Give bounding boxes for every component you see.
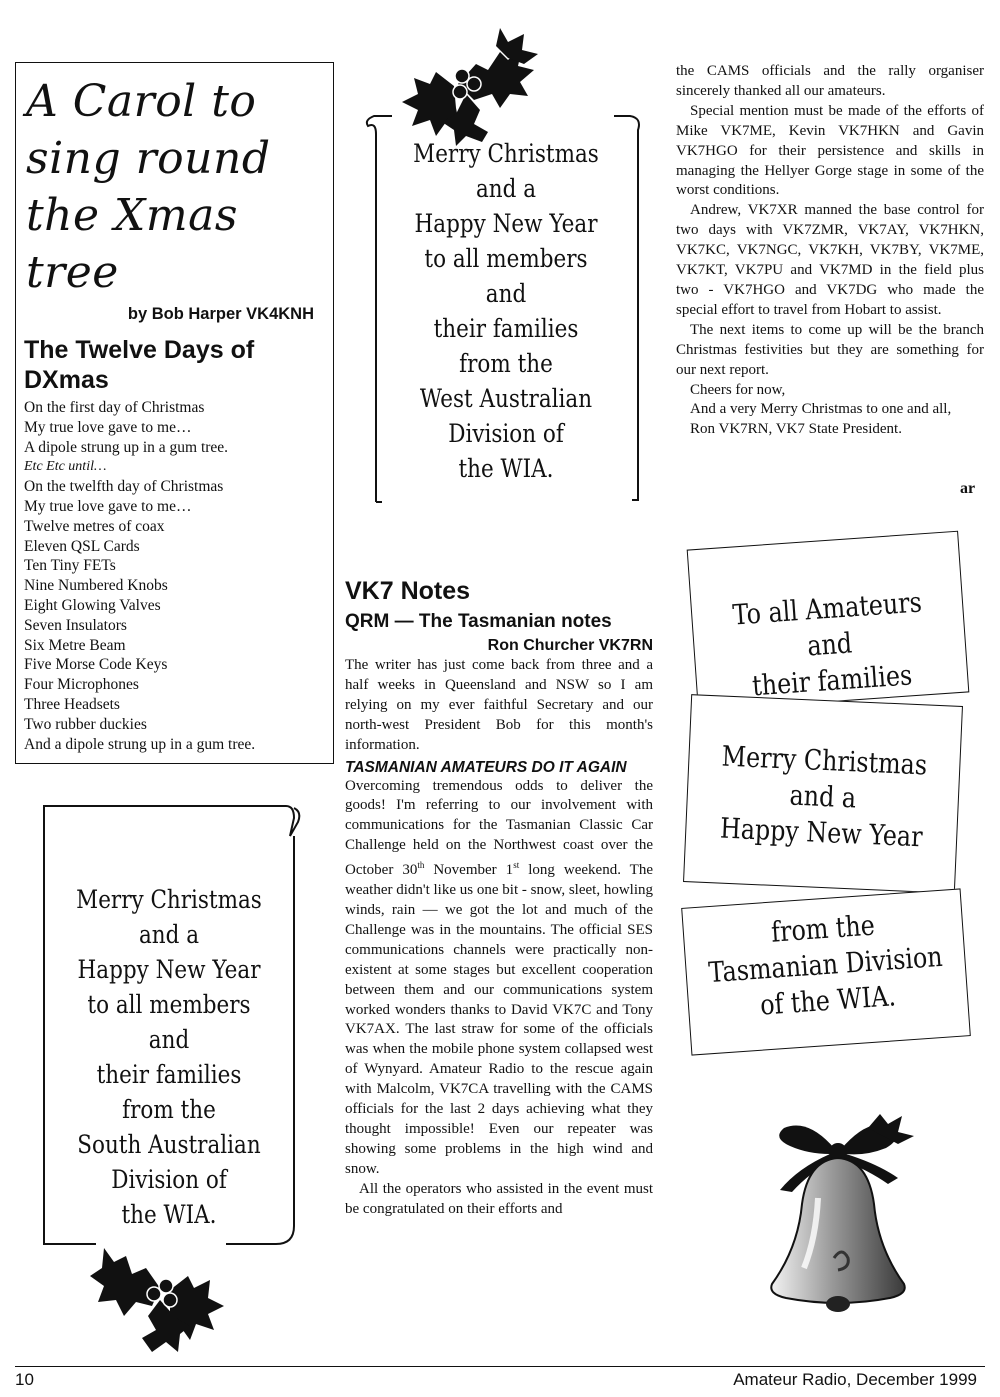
superscript: th <box>417 860 425 871</box>
paragraph: Special mention must be made of the efforts of Mike VK7ME, Kevin VK7HKN and Gavin VK7HGO for their persistence and skills in managing the Hellyer Gorge stage in some of the worst conditions. <box>676 102 984 199</box>
vk7-author: Ron Churcher VK7RN <box>487 637 653 654</box>
carol-title-line: the Xmas <box>26 190 238 241</box>
lyric-line: Etc Etc until… <box>24 459 107 475</box>
lyric-line: Ten Tiny FETs <box>24 557 116 575</box>
sa-greeting-scroll <box>36 796 306 1296</box>
lyric-line: My true love gave to me… <box>24 497 192 515</box>
card-line: Happy New Year <box>719 811 924 854</box>
card-line: Tasmanian Division <box>707 939 944 990</box>
lyric-line: Six Metre Beam <box>24 636 126 654</box>
carol-subtitle: The Twelve Days of DXmas <box>24 336 255 394</box>
paragraph: the CAMS officials and the rally organiser sincerely thanked all our amateurs. <box>676 63 984 99</box>
text-run: November 1 <box>424 862 514 879</box>
carol-title-line: tree <box>26 247 119 298</box>
footer-rule <box>15 1366 985 1367</box>
card-line: from the <box>770 908 876 949</box>
bell-icon <box>738 1108 938 1320</box>
lyric-line: Nine Numbered Knobs <box>24 577 168 595</box>
paragraph: Cheers for now, <box>690 381 786 398</box>
card-line: their families <box>751 658 914 703</box>
paragraph: And a very Merry Christmas to one and all, <box>690 401 952 418</box>
lyric-line: Four Microphones <box>24 676 139 694</box>
greeting-line: Division of <box>448 419 564 448</box>
paragraph <box>345 777 653 1180</box>
text-run: Overcoming tremendous odds to deliver the goods! I'm referring to our involvement with communications for the Tasmanian Classic Car Challenge held on the Northwest coast over the October 30 <box>345 777 653 879</box>
paragraph: The next items to come up will be the branch Christmas festivities but they are something for our next report. <box>676 321 984 378</box>
greeting-line: West Australian <box>419 384 593 413</box>
holly-icon <box>90 1228 240 1358</box>
carol-byline: by Bob Harper VK4KNH <box>127 305 314 323</box>
greeting-line: Merry Christmas <box>76 885 262 914</box>
wa-greeting-text <box>382 136 630 486</box>
greeting-line: their families <box>433 314 579 343</box>
greeting-line: Happy New Year <box>77 955 261 984</box>
carol-box <box>15 62 334 764</box>
greeting-line: from the <box>459 349 553 378</box>
greeting-line: and <box>485 279 527 308</box>
tas-card-division <box>681 888 971 1055</box>
greeting-line: the WIA. <box>458 454 554 483</box>
carol-title-line: sing round <box>26 133 271 184</box>
greeting-line: Happy New Year <box>414 209 598 238</box>
greeting-line: and a <box>475 174 537 203</box>
carol-lyrics <box>24 398 329 754</box>
vk7-notes-continued <box>676 62 984 440</box>
paragraph: All the operators who assisted in the event must be congratulated on their efforts and <box>345 1180 653 1217</box>
greeting-line: their families <box>96 1060 242 1089</box>
greeting-line: South Australian <box>77 1130 261 1159</box>
page-number: 10 <box>15 1370 34 1389</box>
greeting-line: to all members <box>424 244 588 273</box>
greeting-line: Merry Christmas <box>413 139 599 168</box>
paragraph: The writer has just come back from three and a half weeks in Queensland and NSW so I am relying on my ever faithful Secretary and our north-west President Bob for this month's information. <box>345 657 653 753</box>
lyric-line: Two rubber duckies <box>24 715 147 733</box>
vk7-notes <box>345 576 653 1219</box>
lyric-line: Twelve metres of coax <box>24 517 165 535</box>
lyric-line: And a dipole strung up in a gum tree. <box>24 735 256 753</box>
card-line: Merry Christmas <box>721 739 928 782</box>
carol-title <box>26 73 326 301</box>
lyric-line: My true love gave to me… <box>24 418 192 436</box>
card-line: and a <box>788 778 857 815</box>
greeting-line: the WIA. <box>121 1200 217 1229</box>
paragraph: Andrew, VK7XR manned the base control for two days with VK7ZMR, VK7AY, VK7HKN, VK7KC, VK7NGC, VK7KH, VK7BY, VK7ME, VK7KT, VK7PU and VK7MD in the field plus two - VK7HGO and VK7DG who made the special effort to travel from Hobart to assist. <box>676 202 984 318</box>
card-line: and <box>806 626 854 663</box>
text-run: long weekend. The weather didn't like us one bit - snow, sleet, howling winds, rain — we got the lot and much of the Challenge was in the mountains. The official SES communications channels were practically non-existent at some stages but excellent cooperation between them and our communications system worked wonders thanks to David VK7C and Tony VK7AX. The last straw for some of the officials was when the mobile phone system collapsed west of Wynyard. Amateur Radio to the rescue again with Malcolm, VK7CA travelling with the CAMS officials for the last 2 days achieving what they thought impossible! Even our repeater was showing some problems in the high wind and snow. <box>345 862 654 1177</box>
superscript: st <box>513 860 520 871</box>
carol-title-line: A Carol to <box>26 76 257 127</box>
tas-card-amateurs <box>687 531 970 712</box>
lyric-line: Eight Glowing Valves <box>24 596 161 614</box>
lyric-line: Seven Insulators <box>24 616 127 634</box>
lyric-line: Eleven QSL Cards <box>24 537 140 555</box>
card-line: To all Amateurs <box>731 585 923 632</box>
lyric-line: Three Headsets <box>24 695 120 713</box>
lyric-line: Five Morse Code Keys <box>24 656 168 674</box>
vk7-title: VK7 Notes <box>345 577 471 605</box>
wa-greeting-scroll <box>362 108 650 503</box>
signature: Ron VK7RN, VK7 State President. <box>690 421 902 438</box>
lyric-line: A dipole strung up in a gum tree. <box>24 438 229 456</box>
greeting-line: and a <box>138 920 200 949</box>
card-line: of the WIA. <box>759 979 897 1022</box>
tas-card-greetings <box>683 694 963 894</box>
greeting-line: to all members <box>87 990 251 1019</box>
vk7-subtitle: QRM — The Tasmanian notes <box>345 611 612 632</box>
section-heading: TASMANIAN AMATEURS DO IT AGAIN <box>345 758 627 776</box>
lyric-line: On the first day of Christmas <box>24 399 205 416</box>
greeting-line: Division of <box>111 1165 227 1194</box>
end-mark: ar <box>960 480 976 497</box>
greeting-line: from the <box>122 1095 216 1124</box>
greeting-line: and <box>148 1025 190 1054</box>
publication-footer: Amateur Radio, December 1999 <box>733 1370 977 1389</box>
lyric-line: On the twelfth day of Christmas <box>24 478 224 496</box>
sa-greeting-text <box>55 882 284 1232</box>
